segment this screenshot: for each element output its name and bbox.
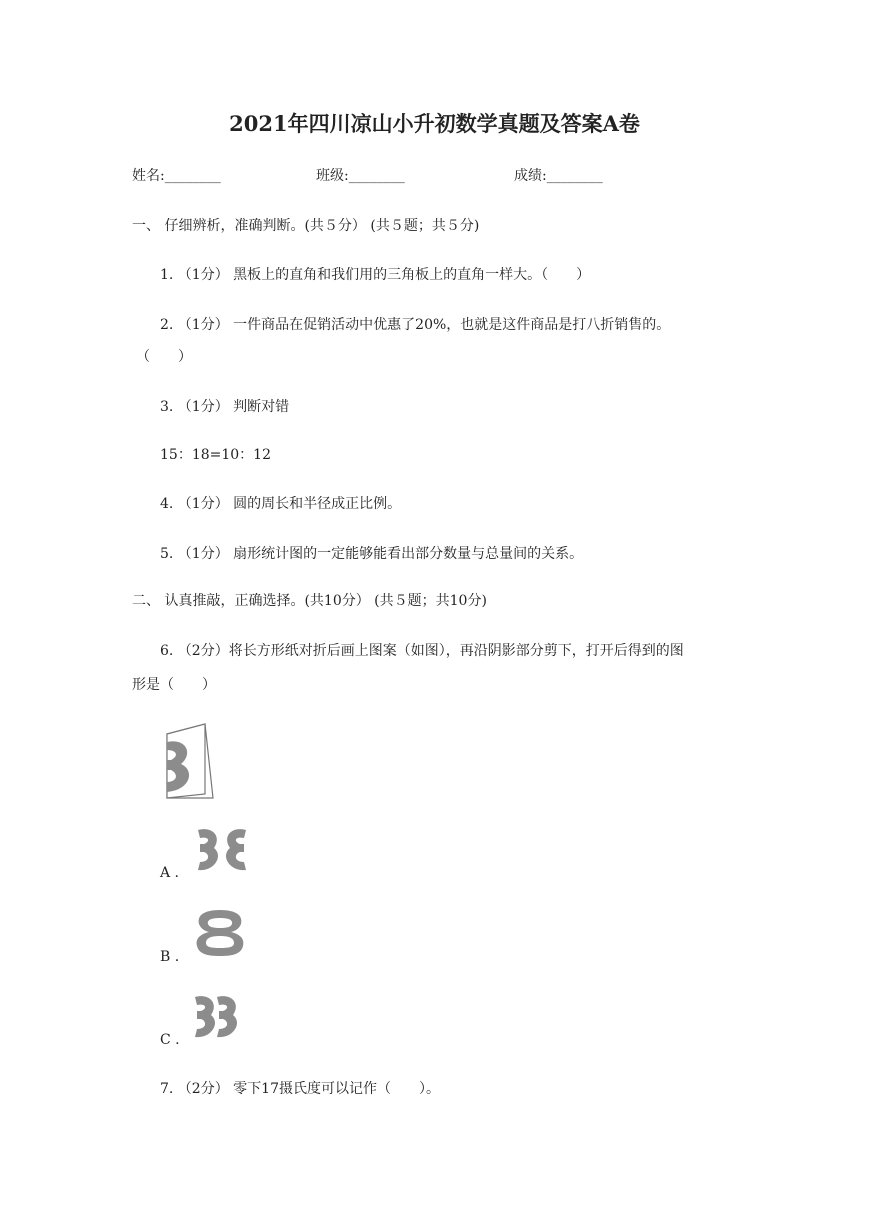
- option-b-label[interactable]: B .: [160, 949, 180, 965]
- class-field: 班级:________: [316, 168, 405, 184]
- question-6: 6. （2分）将长方形纸对折后画上图案（如图），再沿阴影部分剪下，打开后得到的图: [160, 643, 684, 659]
- name-field: 姓名:________: [132, 168, 221, 184]
- section-heading-1: 一、 仔细辨析，准确判断。(共５分） (共５题；共５分): [132, 218, 480, 234]
- question-2: 2. （1分） 一件商品在促销活动中优惠了20%，也就是这件商品是打八折销售的。: [160, 317, 671, 333]
- question-6-continued: 形是（ ）: [132, 677, 216, 693]
- question-3: 3. （1分） 判断对错: [160, 399, 290, 415]
- question-7: 7. （2分） 零下17摄氏度可以记作（ ）。: [160, 1081, 440, 1097]
- question-4: 4. （1分） 圆的周长和半径成正比例。: [160, 496, 402, 512]
- score-field: 成绩:________: [514, 168, 603, 184]
- question-3-expression: 15：18=10：12: [160, 447, 271, 463]
- question-1: 1. （1分） 黑板上的直角和我们用的三角板上的直角一样大。（ ）: [160, 267, 591, 283]
- option-a-label[interactable]: A .: [160, 865, 180, 881]
- question-2-answer-blank: （ ）: [136, 349, 192, 365]
- option-a-shape[interactable]: [196, 826, 248, 874]
- option-c-label[interactable]: C .: [160, 1032, 180, 1048]
- option-c-shape[interactable]: [193, 993, 243, 1041]
- option-b-shape[interactable]: [193, 908, 247, 958]
- folded-paper-figure: [163, 720, 219, 800]
- question-5: 5. （1分） 扇形统计图的一定能够能看出部分数量与总量间的关系。: [160, 546, 584, 562]
- section-heading-2: 二、 认真推敲，正确选择。(共10分） (共５题；共10分): [132, 593, 487, 609]
- page-title: 2021年四川凉山小升初数学真题及答案A卷: [229, 111, 640, 136]
